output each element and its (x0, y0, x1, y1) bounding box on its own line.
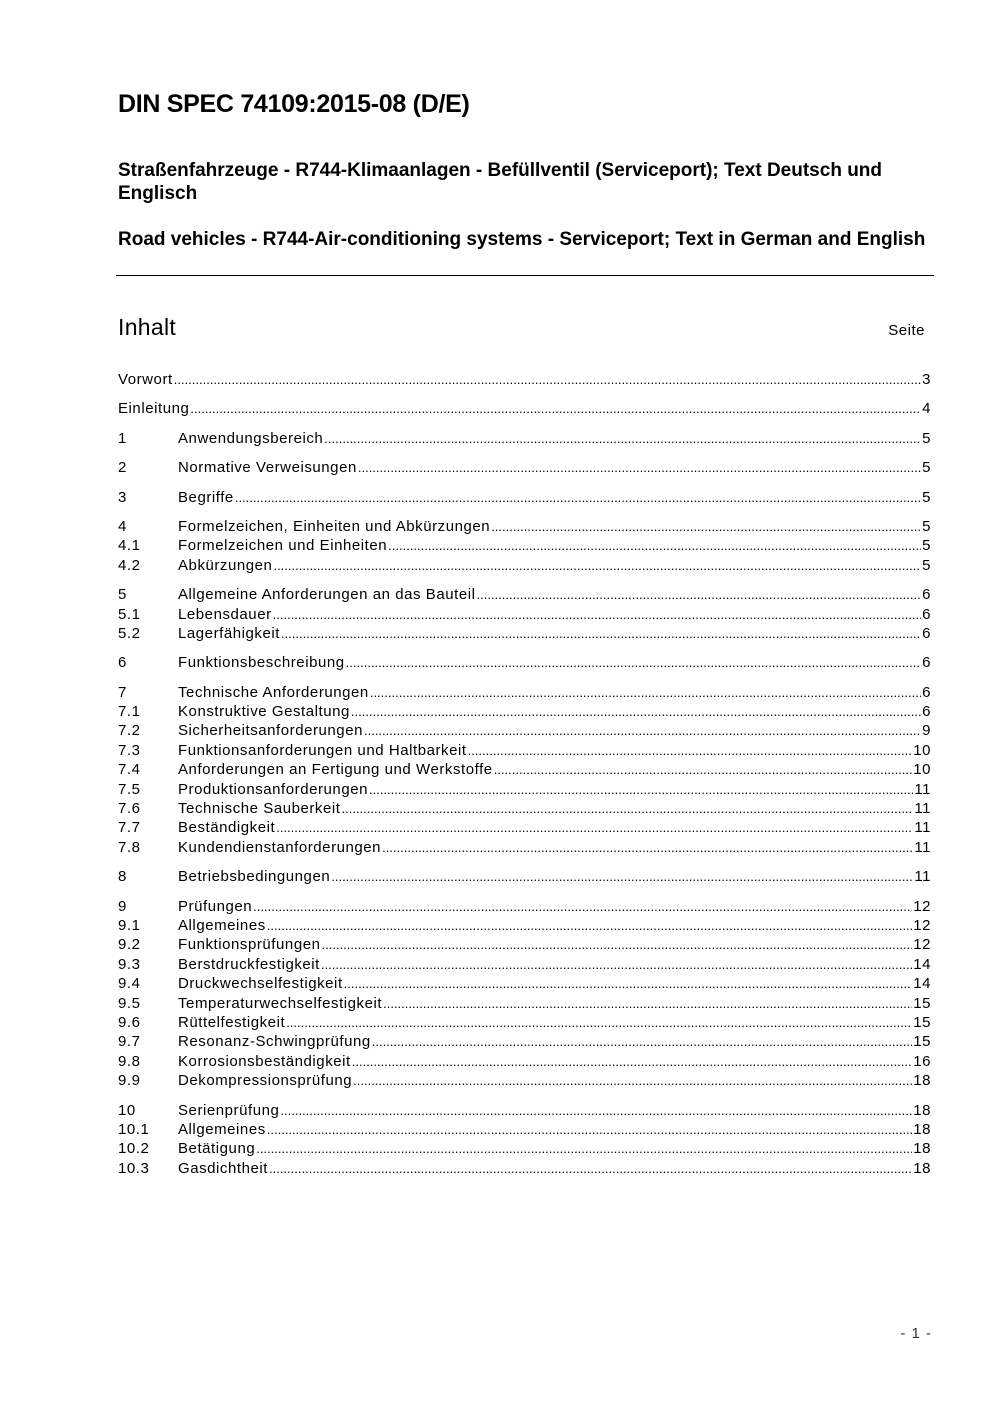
toc-entry[interactable] (118, 370, 931, 389)
toc-dot-leader (235, 488, 921, 507)
header-divider (116, 275, 934, 276)
toc-entry[interactable] (118, 536, 931, 555)
toc-entry-title: Kundendienstanforderungen (178, 838, 382, 856)
toc-dot-leader (372, 1032, 912, 1051)
toc-entry-title: Druckwechselfestigkeit (178, 975, 343, 993)
toc-dot-leader (491, 517, 921, 536)
toc-entry-number: 9.5 (118, 994, 141, 1012)
toc-group (118, 683, 931, 858)
toc-dot-leader (494, 760, 913, 779)
toc-entry[interactable] (118, 994, 931, 1013)
toc-entry-page: 11 (914, 838, 931, 856)
toc-entry-number: 9 (118, 897, 127, 915)
toc-entry-number: 9.3 (118, 955, 141, 973)
toc-entry-title: Anwendungsbereich (178, 429, 324, 447)
toc-dot-leader (364, 721, 921, 740)
toc-group (118, 867, 931, 886)
toc-entry-number: 9.1 (118, 916, 141, 934)
toc-entry[interactable] (118, 488, 931, 507)
toc-entry-page: 18 (913, 1072, 931, 1090)
toc-entry-number: 10.3 (118, 1159, 150, 1177)
toc-entry-title: Produktionsanforderungen (178, 780, 368, 798)
toc-dot-leader (267, 1120, 912, 1139)
toc-entry[interactable] (118, 624, 931, 643)
toc-entry-title: Rüttelfestigkeit (178, 1013, 286, 1031)
toc-dot-leader (476, 585, 921, 604)
toc-entry-number: 7.3 (118, 741, 141, 759)
toc-entry[interactable] (118, 799, 931, 818)
toc-entry-title: Abkürzungen (178, 556, 273, 574)
toc-dot-leader (370, 683, 921, 702)
toc-dot-leader (276, 818, 913, 837)
toc-entry-page: 10 (913, 741, 931, 759)
toc-entry[interactable] (118, 683, 931, 702)
toc-dot-leader (286, 1013, 912, 1032)
page-number: - 1 - (900, 1325, 932, 1342)
toc-dot-leader (346, 653, 921, 672)
toc-entry-title: Betriebsbedingungen (178, 868, 331, 886)
toc-entry-page: 3 (922, 371, 931, 388)
toc-entry-number: 4.2 (118, 556, 141, 574)
toc-entry-number: 2 (118, 459, 127, 477)
toc-dot-leader (358, 458, 921, 477)
toc-entry-title: Lagerfähigkeit (178, 624, 280, 642)
toc-entry-number: 4 (118, 517, 127, 535)
toc-dot-leader (344, 974, 913, 993)
toc-entry[interactable] (118, 517, 931, 536)
toc-entry-page: 18 (913, 1140, 931, 1158)
toc-entry-number: 5.2 (118, 624, 141, 642)
toc-entry-page: 18 (913, 1101, 931, 1119)
toc-entry[interactable] (118, 429, 931, 448)
toc-entry[interactable] (118, 974, 931, 993)
toc-entry[interactable] (118, 605, 931, 624)
toc-entry-title: Funktionsanforderungen und Haltbarkeit (178, 741, 467, 759)
toc-entry-number: 7.4 (118, 761, 141, 779)
subtitle-german: Straßenfahrzeuge - R744-Klimaanlagen - Befüllventil (Serviceport); Text Deutsch und Englisch (118, 160, 883, 204)
toc-entry-title: Allgemeine Anforderungen an das Bauteil (178, 586, 476, 604)
toc-entry[interactable] (118, 897, 931, 916)
toc-entry[interactable] (118, 702, 931, 721)
toc-group (118, 1101, 931, 1179)
toc-entry-number: 10.1 (118, 1120, 150, 1138)
toc-entry-title: Technische Sauberkeit (178, 800, 341, 818)
toc-dot-leader (190, 399, 921, 418)
toc-entry-page: 6 (922, 654, 931, 672)
toc-entry-page: 11 (914, 819, 931, 837)
toc-entry-number: 4.1 (118, 537, 141, 555)
toc-entry[interactable] (118, 916, 931, 935)
toc-entry-title: Korrosionsbeständigkeit (178, 1052, 351, 1070)
toc-entry[interactable] (118, 1032, 931, 1051)
toc-entry[interactable] (118, 556, 931, 575)
toc-entry-number: 7.1 (118, 703, 141, 721)
toc-entry-title: Berstdruckfestigkeit (178, 955, 320, 973)
toc-dot-leader (174, 370, 921, 389)
toc-entry[interactable] (118, 741, 931, 760)
toc-entry-page: 6 (922, 586, 931, 604)
toc-heading: Inhalt (118, 314, 177, 340)
toc-entry-page: 5 (922, 556, 931, 574)
toc-entry-number: 1 (118, 429, 127, 447)
toc-entry-title: Normative Verweisungen (178, 459, 357, 477)
toc-entry-title: Dekompressionsprüfung (178, 1072, 353, 1090)
toc-entry-page: 14 (913, 955, 931, 973)
document-title: DIN SPEC 74109:2015-08 (D/E) (118, 90, 470, 118)
toc-dot-leader (352, 1052, 912, 1071)
toc-entry-page: 10 (913, 761, 931, 779)
toc-entry-title: Funktionsbeschreibung (178, 654, 345, 672)
toc-entry[interactable] (118, 1052, 931, 1071)
toc-dot-leader (322, 935, 913, 954)
toc-entry-page: 6 (922, 703, 931, 721)
toc-entry-page: 4 (922, 400, 931, 418)
toc-entry-page: 5 (922, 488, 931, 506)
toc-dot-leader (388, 536, 921, 555)
toc-entry-title: Konstruktive Gestaltung (178, 703, 350, 721)
toc-dot-leader (273, 605, 921, 624)
toc-group (118, 585, 931, 643)
toc-group (118, 653, 931, 672)
toc-entry-page: 9 (922, 722, 931, 740)
toc-entry-number: 9.2 (118, 936, 141, 954)
toc-entry[interactable] (118, 780, 931, 799)
toc-entry-title: Begriffe (178, 488, 234, 506)
toc-entry[interactable] (118, 1159, 931, 1178)
toc-group (118, 458, 931, 477)
toc-dot-leader (331, 867, 913, 886)
toc-entry-title: Allgemeines (178, 916, 266, 934)
toc-entry-page: 5 (922, 537, 931, 555)
toc-entry-number: 6 (118, 654, 127, 672)
toc-entry-page: 18 (913, 1159, 931, 1177)
toc-group (118, 897, 931, 1091)
toc-entry-page: 6 (922, 605, 931, 623)
toc-entry-page: 18 (913, 1120, 931, 1138)
toc-entry-title: Formelzeichen, Einheiten und Abkürzungen (178, 517, 491, 535)
toc-entry-page: 5 (922, 459, 931, 477)
toc-entry-title: Temperaturwechselfestigkeit (178, 994, 383, 1012)
toc-group (118, 399, 931, 418)
toc-entry-page: 6 (922, 683, 931, 701)
toc-entry[interactable] (118, 585, 931, 604)
toc-entry-number: 10 (118, 1101, 136, 1119)
toc-dot-leader (341, 799, 913, 818)
toc-entry-title: Einleitung (118, 400, 190, 418)
toc-entry-number: 7 (118, 683, 127, 701)
toc-entry-title: Vorwort (118, 371, 173, 388)
toc-entry[interactable] (118, 867, 931, 886)
toc-entry-number: 7.8 (118, 838, 141, 856)
toc-group (118, 370, 931, 389)
toc-dot-leader (281, 624, 921, 643)
toc-entry-title: Sicherheitsanforderungen (178, 722, 363, 740)
toc-entry-number: 3 (118, 488, 127, 506)
toc-entry[interactable] (118, 935, 931, 954)
toc-entry-number: 10.2 (118, 1140, 150, 1158)
toc-entry-title: Lebensdauer (178, 605, 272, 623)
toc-entry-page: 12 (913, 936, 931, 954)
toc-entry-number: 9.7 (118, 1033, 141, 1051)
toc-entry-page: 15 (913, 1033, 931, 1051)
table-of-contents (118, 370, 931, 1188)
toc-entry-page: 14 (913, 975, 931, 993)
toc-entry[interactable] (118, 760, 931, 779)
toc-dot-leader (273, 556, 921, 575)
toc-entry-title: Gasdichtheit (178, 1159, 268, 1177)
toc-entry-title: Betätigung (178, 1140, 256, 1158)
toc-entry-title: Beständigkeit (178, 819, 276, 837)
toc-entry-page: 12 (913, 897, 931, 915)
toc-entry-number: 7.5 (118, 780, 141, 798)
toc-dot-leader (468, 741, 913, 760)
toc-group (118, 429, 931, 448)
subtitle-english: Road vehicles - R744-Air-conditioning systems - Serviceport; Text in German and English (118, 229, 926, 250)
toc-entry[interactable] (118, 955, 931, 974)
toc-entry[interactable] (118, 721, 931, 740)
toc-entry-page: 15 (913, 1013, 931, 1031)
toc-entry-number: 9.6 (118, 1013, 141, 1031)
toc-entry[interactable] (118, 1013, 931, 1032)
toc-entry-page: 12 (913, 916, 931, 934)
toc-entry[interactable] (118, 838, 931, 857)
toc-entry[interactable] (118, 653, 931, 672)
toc-entry[interactable] (118, 399, 931, 418)
toc-entry-page: 15 (913, 994, 931, 1012)
toc-entry[interactable] (118, 1071, 931, 1090)
toc-entry-number: 5 (118, 586, 127, 604)
toc-entry-number: 9.8 (118, 1052, 141, 1070)
toc-entry-number: 9.4 (118, 975, 141, 993)
toc-entry-page: 11 (914, 780, 931, 798)
toc-entry[interactable] (118, 1120, 931, 1139)
toc-entry[interactable] (118, 1139, 931, 1158)
page-column-label: Seite (888, 322, 925, 339)
toc-entry-page: 6 (922, 624, 931, 642)
toc-dot-leader (253, 897, 912, 916)
toc-entry-title: Resonanz-Schwingprüfung (178, 1033, 371, 1051)
toc-entry-page: 5 (922, 517, 931, 535)
toc-entry-number: 7.6 (118, 800, 141, 818)
toc-dot-leader (383, 994, 912, 1013)
toc-entry-title: Serienprüfung (178, 1101, 280, 1119)
toc-dot-leader (321, 955, 912, 974)
toc-entry-number: 9.9 (118, 1072, 141, 1090)
toc-dot-leader (280, 1101, 912, 1120)
toc-entry-number: 7.2 (118, 722, 141, 740)
toc-entry-title: Formelzeichen und Einheiten (178, 537, 388, 555)
toc-dot-leader (267, 916, 912, 935)
toc-dot-leader (369, 780, 913, 799)
toc-group (118, 517, 931, 575)
toc-entry[interactable] (118, 458, 931, 477)
toc-dot-leader (324, 429, 921, 448)
toc-entry-page: 5 (922, 429, 931, 447)
toc-entry-page: 16 (913, 1052, 931, 1070)
toc-dot-leader (353, 1071, 912, 1090)
toc-entry-number: 8 (118, 868, 127, 886)
toc-entry-title: Anforderungen an Fertigung und Werkstoffe (178, 761, 493, 779)
toc-entry-number: 7.7 (118, 819, 141, 837)
toc-entry-page: 11 (914, 868, 931, 886)
toc-entry-title: Funktionsprüfungen (178, 936, 321, 954)
toc-dot-leader (351, 702, 921, 721)
toc-entry-title: Allgemeines (178, 1120, 266, 1138)
toc-dot-leader (269, 1159, 912, 1178)
toc-entry-page: 11 (914, 800, 931, 818)
toc-dot-leader (256, 1139, 912, 1158)
toc-entry[interactable] (118, 818, 931, 837)
toc-entry-number: 5.1 (118, 605, 141, 623)
toc-dot-leader (382, 838, 913, 857)
toc-group (118, 488, 931, 507)
toc-entry[interactable] (118, 1101, 931, 1120)
toc-entry-title: Prüfungen (178, 897, 253, 915)
toc-entry-title: Technische Anforderungen (178, 683, 369, 701)
